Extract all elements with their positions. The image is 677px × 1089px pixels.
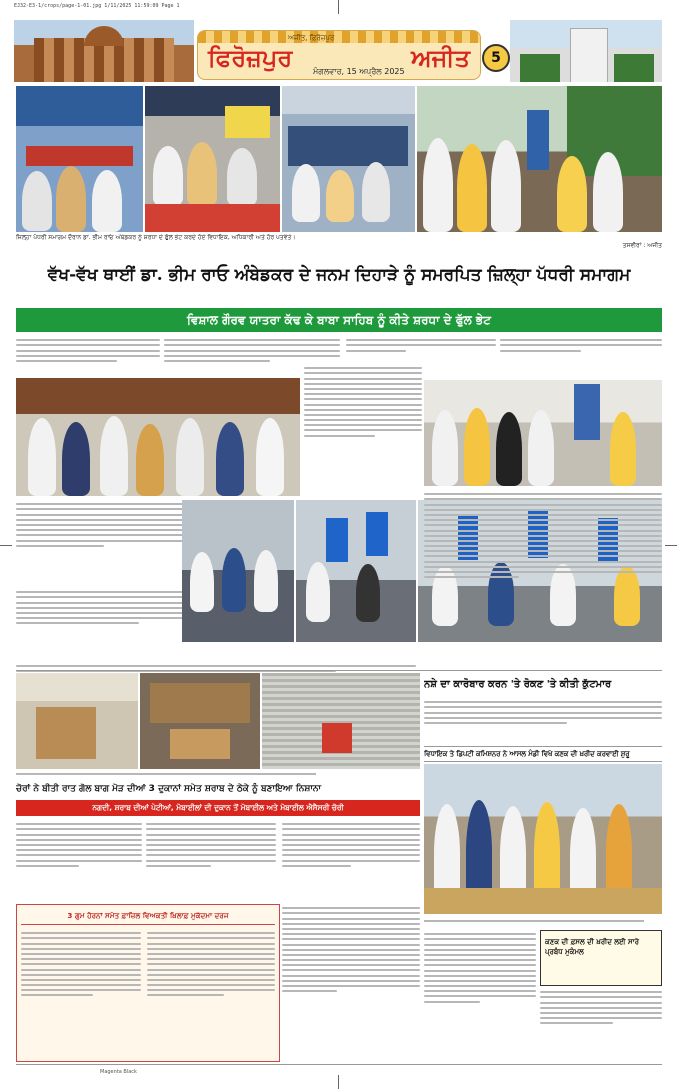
article-column-12 <box>146 820 276 902</box>
article-column-15 <box>424 930 536 1060</box>
article-column-1 <box>16 336 160 376</box>
masthead-date: ਮੰਗਲਵਾਰ, 15 ਅਪ੍ਰੈਲ 2025 <box>313 67 405 76</box>
masthead-subtitle: ਅਜੀਤ, ਫ਼ਿਰੋਜ਼ਪੁਰ <box>288 34 335 42</box>
header-photo-left-building <box>14 20 194 82</box>
article-column-4 <box>500 336 662 362</box>
article-column-10 <box>424 698 662 742</box>
article-column-3 <box>346 336 496 362</box>
procurement-highlight-box <box>540 930 662 986</box>
middle-left-photo <box>16 378 300 496</box>
top-photo-credit: ਤਸਵੀਰਾਂ : ਅਜੀਤ <box>622 242 662 249</box>
masthead-title-paper: ਅਜੀਤ <box>411 43 470 72</box>
rally-photo-1 <box>182 500 294 642</box>
footer-rule <box>16 1064 662 1065</box>
page-number: 5 <box>482 44 510 72</box>
top-photo-caption: ਜ਼ਿਲ੍ਹਾ ਪੱਧਰੀ ਸਮਾਗਮ ਦੌਰਾਨ ਡਾ. ਭੀਮ ਰਾਓ ਅੰਬੇਡਕਰ ਨੂੰ ਸ਼ਰਧਾ ਦੇ ਫੁੱਲ ਭੇਟ ਕਰਦੇ ਹੋਏ ਵਿਧਾਇਕ, ਅਧਿਕਾਰੀ ਅਤੇ ਹੋਰ ਪਤਵੰਤੇ। <box>16 234 296 241</box>
rally-photo-2 <box>296 500 416 642</box>
article-column-5 <box>304 364 422 494</box>
section-divider <box>16 670 662 671</box>
article-column-14 <box>282 904 420 1060</box>
fraud-case-box <box>16 904 280 1062</box>
theft-photo-caption <box>16 770 420 776</box>
wheat-procurement-kicker: ਵਿਧਾਇਕ ਤੇ ਡਿਪਟੀ ਕਮਿਸ਼ਨਰ ਨੇ ਆਸਲ ਮੰਡੀ ਵਿਖੇ ਕਣਕ ਦੀ ਖ਼ਰੀਦ ਕਰਵਾਈ ਸ਼ੁਰੂ <box>424 746 662 762</box>
theft-subhead: ਨਗਦੀ, ਸ਼ਰਾਬ ਦੀਆਂ ਪੇਟੀਆਂ, ਮੋਬਾਈਲਾਂ ਦੀ ਦੁਕਾਨ ਤੋਂ ਮੋਬਾਈਲ ਅਤੇ ਮੋਬਾਈਲ ਐਸੈਸਰੀ ਚੋਰੀ <box>16 800 420 816</box>
header-photo-right-building <box>510 20 662 82</box>
article-column-9 <box>424 490 662 660</box>
article-column-6 <box>16 500 192 584</box>
fraud-case-text-2 <box>147 929 275 1057</box>
crop-mark-right <box>665 545 677 546</box>
theft-photo-2 <box>140 673 260 769</box>
article-column-13 <box>282 820 420 902</box>
footer-color-marks: Magenta Black <box>100 1069 137 1075</box>
article-column-16 <box>540 988 662 1060</box>
top-photo-2 <box>145 86 280 232</box>
print-info-line: EJ32-E3-1/crops/page-1-01.jpg 1/11/2025 11:59:09 Page 1 <box>14 3 180 9</box>
drug-attack-headline: ਨਸ਼ੇ ਦਾ ਕਾਰੋਬਾਰ ਕਰਨ 'ਤੇ ਰੋਕਣ 'ਤੇ ਕੀਤੀ ਕੁੱਟਮਾਰ <box>424 674 662 696</box>
top-photo-3 <box>282 86 415 232</box>
theft-photo-1 <box>16 673 138 769</box>
top-photo-1 <box>16 86 143 232</box>
fraud-case-headline: 3 ਗੁਮ ਹੋਰਨਾਂ ਸਮੇਤ ਫ਼ਾਜ਼ਿਲ ਵਿਅਕਤੀ ਖ਼ਿਲਾਫ਼ ਮੁਕੱਦਮਾ ਦਰਜ <box>21 908 275 925</box>
crop-mark-left <box>0 545 12 546</box>
fraud-case-text-1 <box>21 929 141 1057</box>
crop-mark-bottom <box>338 1075 339 1089</box>
crop-mark-top <box>338 0 339 14</box>
masthead <box>197 30 481 80</box>
article-column-7 <box>16 588 192 658</box>
lead-headline: ਵੱਖ-ਵੱਖ ਥਾਈਂ ਡਾ. ਭੀਮ ਰਾਓ ਅੰਬੇਡਕਰ ਦੇ ਜਨਮ ਦਿਹਾੜੇ ਨੂੰ ਸਮਰਪਿਤ ਜ਼ਿਲ੍ਹਾ ਪੱਧਰੀ ਸਮਾਗਮ <box>47 265 631 285</box>
article-column-11 <box>16 820 142 902</box>
masthead-pattern <box>198 31 480 43</box>
grain-market-photo <box>424 764 662 914</box>
theft-photo-3 <box>262 673 420 769</box>
masthead-title-city: ਫਿਰੋਜ਼ਪੁਰ <box>208 43 293 72</box>
top-photo-4 <box>417 86 662 232</box>
theft-headline: ਚੋਰਾਂ ਨੇ ਬੀਤੀ ਰਾਤ ਗੋਲ ਬਾਗ ਮੋੜ ਦੀਆਂ 3 ਦੁਕਾਨਾਂ ਸਮੇਤ ਸ਼ਰਾਬ ਦੇ ਠੇਕੇ ਨੂੰ ਬਣਾਇਆ ਨਿਸ਼ਾਨਾ <box>16 784 322 794</box>
middle-right-photo <box>424 380 662 486</box>
grain-market-caption <box>424 916 662 926</box>
procurement-highlight-text: ਕਣਕ ਦੀ ਫ਼ਸਲ ਦੀ ਖ਼ਰੀਦ ਲਈ ਸਾਰੇ ਪ੍ਰਬੰਧ ਮੁਕੰਮਲ <box>545 938 639 956</box>
lead-subhead-bar: ਵਿਸ਼ਾਲ ਗੌਰਵ ਯਾਤਰਾ ਕੱਢ ਕੇ ਬਾਬਾ ਸਾਹਿਬ ਨੂੰ ਕੀਤੇ ਸ਼ਰਧਾ ਦੇ ਫੁੱਲ ਭੇਟ <box>16 308 662 332</box>
